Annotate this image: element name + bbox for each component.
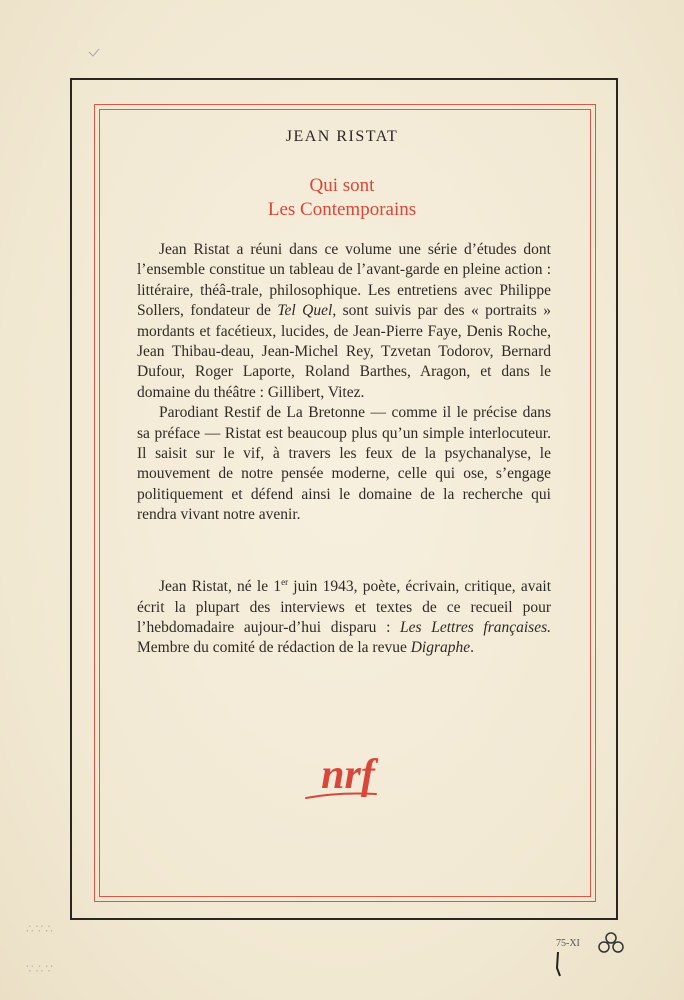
- blurb-paragraph-2: [137, 572, 551, 659]
- book-title-line-2: Les Contemporains: [267, 199, 417, 220]
- bio-text: .: [470, 639, 475, 657]
- flower-stamp-icon: [598, 932, 624, 954]
- corner-tick-icon: [88, 48, 100, 58]
- bio-text: Membre du comité de rédaction de la revue: [137, 639, 411, 657]
- nrf-logo-text: nrf: [321, 752, 375, 798]
- blurb-paragraph-1: [137, 240, 551, 526]
- nrf-logo: [298, 746, 398, 816]
- digraphe-title: Digraphe: [410, 639, 471, 657]
- blurb-paragraph-1b: Parodiant Restif de La Bretonne — comme il le précise dans sa préface — Ristat est beaucoup plus qu’un simple interlocuteur. Il saisit sur le vif, à travers les feux de la psychanalyse, le mouvement de notre pensée moderne, celle qui ose, s’engage politiquement et défend ainsi le domaine de la recherche qui rendra vivant notre avenir.: [137, 404, 551, 524]
- book-title-line-1: Qui sont: [309, 175, 375, 196]
- blurb-text: , sont suivis par des « portraits » mordants et facétieux, lucides, de Jean-Pierre Faye, Denis Roche, Jean Thibau-deau, Jean-Michel Rey, Tzvetan Todorov, Bernard Dufour, Roger Laporte, Roland Barthes, Aragon, et dans le domaine du théâtre : Gillibert, Vitez.: [137, 302, 552, 401]
- lettres-francaises-title: Les Lettres françaises.: [400, 618, 551, 636]
- author-name: JEAN RISTAT: [285, 128, 399, 145]
- bio-text: juin 1943, poète, écrivain, critique, avait écrit la plupart des interviews et textes de ce recueil pour l’hebdomadaire aujour-d’hui disparu :: [137, 578, 552, 636]
- dot-decoration-icon: ∴∵∴: [26, 922, 55, 936]
- ink-mark-icon: [552, 950, 564, 978]
- bio-text: Jean Ristat, né le 1: [159, 578, 282, 596]
- bio-superscript: er: [281, 577, 289, 587]
- dot-decoration-icon: ∵∴∵: [26, 962, 55, 976]
- tel-quel-title: Tel Quel: [277, 302, 333, 320]
- blurb-text: Jean Ristat a réuni dans ce volume une série d’études dont l’ensemble constitue un tableau de l’avant-garde en pleine action : littéraire, théâ-trale, philosophique. Les entretiens avec Philippe Sollers, fondateur de: [137, 241, 551, 320]
- catalog-code: 75-XI: [556, 938, 580, 949]
